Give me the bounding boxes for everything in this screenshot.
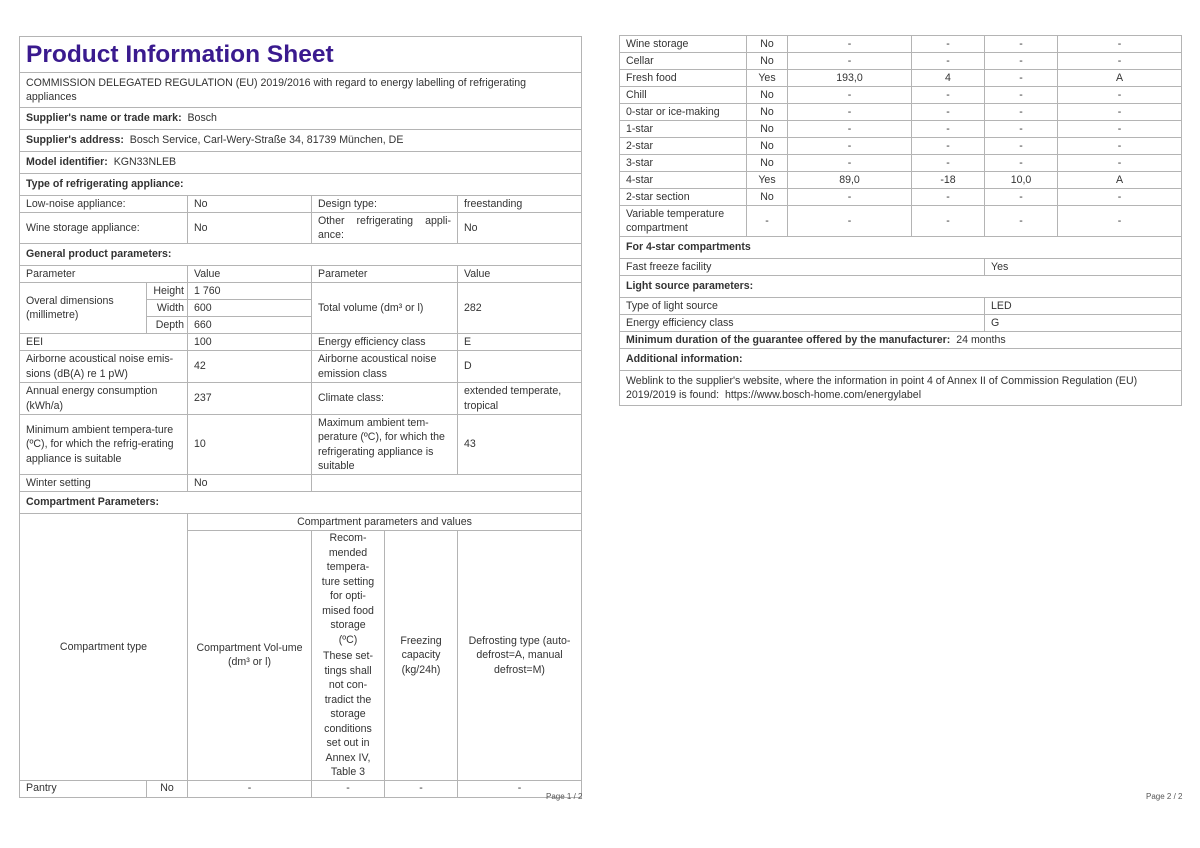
compartment-freezing: - bbox=[985, 70, 1058, 87]
light-type-label: Type of light source bbox=[620, 298, 985, 315]
light-heading: Light source parameters: bbox=[620, 276, 1182, 298]
compartment-type-label: Compartment type bbox=[20, 514, 188, 781]
table-row bbox=[620, 70, 1182, 87]
compartment-freezing: - bbox=[985, 155, 1058, 172]
compartment-volume: - bbox=[788, 36, 912, 53]
compartment-present: No bbox=[747, 121, 788, 138]
supplier-name: Bosch bbox=[187, 112, 217, 125]
compartment-volume: - bbox=[788, 87, 912, 104]
rec-temp-note: These set-tings shall not con-tradict the storage conditions set out in Annex IV, Table 3 bbox=[322, 650, 374, 778]
compartment-volume: - bbox=[788, 53, 912, 70]
compartment-temp: - bbox=[912, 53, 985, 70]
min-ambient-label: Minimum ambient tempera-ture (ºC), for which the refrig-erating appliance is suitable bbox=[20, 415, 188, 475]
pantry-present: No bbox=[147, 780, 188, 797]
compartment-temp: - bbox=[912, 104, 985, 121]
design-type-label: Design type: bbox=[312, 196, 458, 213]
table-row bbox=[620, 87, 1182, 104]
compartment-defrost: - bbox=[1058, 53, 1182, 70]
page-number-1: Page 1 / 2 bbox=[546, 792, 583, 801]
compartment-volume: - bbox=[788, 189, 912, 206]
depth-label: Depth bbox=[147, 317, 188, 334]
compartment-temp: - bbox=[912, 121, 985, 138]
max-ambient-label: Maximum ambient tem-perature (ºC), for which the refrigerating appliance is suitable bbox=[312, 415, 458, 475]
compartment-rows bbox=[620, 36, 1182, 206]
type-heading: Type of refrigerating appliance: bbox=[20, 174, 582, 196]
compartment-volume: - bbox=[788, 138, 912, 155]
compartment-defrost: - bbox=[1058, 155, 1182, 172]
supplier-name-row bbox=[20, 108, 582, 130]
pantry-volume: - bbox=[188, 780, 312, 797]
model-label: Model identifier: bbox=[26, 156, 108, 169]
pantry-defrost: - bbox=[458, 780, 582, 797]
compartment-name: 0-star or ice-making bbox=[620, 104, 747, 121]
total-volume-value: 282 bbox=[458, 283, 582, 334]
height-label: Height bbox=[147, 283, 188, 300]
compartment-present: Yes bbox=[747, 172, 788, 189]
compartment-name: Cellar bbox=[620, 53, 747, 70]
compartment-temp: - bbox=[912, 36, 985, 53]
four-star-heading: For 4-star compartments bbox=[620, 237, 1182, 259]
supplier-address: Bosch Service, Carl-Wery-Straße 34, 81739 München, DE bbox=[129, 134, 404, 147]
compartment-temp: - bbox=[912, 138, 985, 155]
compartment-defrost: - bbox=[1058, 104, 1182, 121]
fast-freeze-label: Fast freeze facility bbox=[620, 259, 985, 276]
compartment-temp: - bbox=[912, 155, 985, 172]
compartment-temp: - bbox=[912, 189, 985, 206]
compartment-defrost: - bbox=[1058, 36, 1182, 53]
compartment-present: No bbox=[747, 189, 788, 206]
compartment-freezing: - bbox=[985, 53, 1058, 70]
supplier-address-row bbox=[20, 130, 582, 152]
defrost-label: Defrosting type (auto-defrost=A, manual defrost=M) bbox=[458, 531, 582, 781]
pantry-freezing: - bbox=[385, 780, 458, 797]
other-appliance-value: No bbox=[458, 213, 582, 244]
height-value: 1 760 bbox=[188, 283, 312, 300]
light-type-value: LED bbox=[985, 298, 1182, 315]
min-ambient-value: 10 bbox=[188, 415, 312, 475]
compartment-freezing: - bbox=[985, 121, 1058, 138]
compartment-present: No bbox=[747, 36, 788, 53]
table-row bbox=[620, 104, 1182, 121]
compartment-heading: Compartment Parameters: bbox=[20, 492, 582, 514]
compartment-name: 2-star bbox=[620, 138, 747, 155]
fast-freeze-value: Yes bbox=[985, 259, 1182, 276]
additional-heading: Additional information: bbox=[620, 349, 1182, 371]
eei-value: 100 bbox=[188, 334, 312, 351]
col-parameter-2: Parameter bbox=[312, 266, 458, 283]
weblink-row bbox=[620, 371, 1182, 406]
comp-params-label: Compartment parameters and values bbox=[188, 514, 582, 531]
weblink-url[interactable]: https://www.bosch-home.com/energylabel bbox=[724, 389, 922, 401]
empty-cell bbox=[312, 475, 582, 492]
compartment-present: No bbox=[747, 104, 788, 121]
page1-table bbox=[19, 36, 582, 798]
compartment-present: Yes bbox=[747, 70, 788, 87]
winter-label: Winter setting bbox=[20, 475, 188, 492]
compartment-defrost: - bbox=[1058, 121, 1182, 138]
compartment-freezing: - bbox=[985, 104, 1058, 121]
dimensions-label: Overal dimensions (millimetre) bbox=[20, 283, 147, 334]
compartment-name: Chill bbox=[620, 87, 747, 104]
guarantee-value: 24 months bbox=[956, 333, 1006, 346]
wine-storage-label: Wine storage appliance: bbox=[20, 213, 188, 244]
supplier-name-label: Supplier's name or trade mark: bbox=[26, 112, 182, 125]
table-row bbox=[620, 121, 1182, 138]
compartment-volume: - bbox=[788, 121, 912, 138]
climate-label: Climate class: bbox=[312, 383, 458, 415]
eei-label: EEI bbox=[20, 334, 188, 351]
variable-volume: - bbox=[788, 206, 912, 237]
compartment-present: No bbox=[747, 87, 788, 104]
noise-class-label: Airborne acoustical noise emission class bbox=[312, 351, 458, 383]
rec-temp-cell bbox=[312, 531, 385, 781]
total-volume-label: Total volume (dm³ or l) bbox=[312, 283, 458, 334]
guarantee-row bbox=[620, 332, 1182, 349]
compartment-volume: 193,0 bbox=[788, 70, 912, 87]
design-type-value: freestanding bbox=[458, 196, 582, 213]
regulation-text: COMMISSION DELEGATED REGULATION (EU) 2019/2016 with regard to energy labelling of refrigerating appliances bbox=[20, 73, 582, 108]
light-class-label: Energy efficiency class bbox=[620, 315, 985, 332]
compartment-name: 3-star bbox=[620, 155, 747, 172]
rec-temp-label: Recom-mended tempera-ture setting for opti-mised food storage (ºC) bbox=[321, 532, 375, 646]
page2-table bbox=[619, 35, 1182, 406]
compartment-defrost: - bbox=[1058, 138, 1182, 155]
variable-present: - bbox=[747, 206, 788, 237]
compartment-name: 4-star bbox=[620, 172, 747, 189]
table-row bbox=[620, 172, 1182, 189]
table-row bbox=[620, 53, 1182, 70]
pantry-name: Pantry bbox=[20, 780, 147, 797]
compartment-freezing: - bbox=[985, 138, 1058, 155]
low-noise-label: Low-noise appliance: bbox=[20, 196, 188, 213]
table-row bbox=[620, 36, 1182, 53]
table-row bbox=[620, 206, 1182, 237]
compartment-present: No bbox=[747, 53, 788, 70]
weblink-text: Weblink to the supplier's website, where the information in point 4 of Annex II of Commission Regulation (EU) 2019/2019 is found: bbox=[626, 374, 1138, 401]
wine-storage-value: No bbox=[188, 213, 312, 244]
page-number-2: Page 2 / 2 bbox=[1146, 792, 1183, 801]
guarantee-label: Minimum duration of the guarantee offered by the manufacturer: bbox=[626, 333, 951, 346]
energy-class-label: Energy efficiency class bbox=[312, 334, 458, 351]
variable-name: Variable temperature compartment bbox=[620, 206, 747, 237]
compartment-defrost: - bbox=[1058, 189, 1182, 206]
noise-emissions-value: 42 bbox=[188, 351, 312, 383]
compartment-name: 2-star section bbox=[620, 189, 747, 206]
light-class-value: G bbox=[985, 315, 1182, 332]
energy-class-value: E bbox=[458, 334, 582, 351]
compartment-freezing: 10,0 bbox=[985, 172, 1058, 189]
width-value: 600 bbox=[188, 300, 312, 317]
noise-class-value: D bbox=[458, 351, 582, 383]
compartment-defrost: - bbox=[1058, 87, 1182, 104]
table-row bbox=[620, 155, 1182, 172]
compartment-freezing: - bbox=[985, 87, 1058, 104]
variable-defrost: - bbox=[1058, 206, 1182, 237]
noise-emissions-label: Airborne acoustical noise emis-sions (dB(A) re 1 pW) bbox=[20, 351, 188, 383]
model-identifier: KGN33NLEB bbox=[113, 156, 177, 169]
pantry-temp: - bbox=[312, 780, 385, 797]
annual-energy-value: 237 bbox=[188, 383, 312, 415]
variable-freezing: - bbox=[985, 206, 1058, 237]
table-row bbox=[620, 138, 1182, 155]
compartment-volume: 89,0 bbox=[788, 172, 912, 189]
freezing-label: Freezing capacity (kg/24h) bbox=[385, 531, 458, 781]
col-value-2: Value bbox=[458, 266, 582, 283]
compartment-volume: - bbox=[788, 104, 912, 121]
compartment-temp: - bbox=[912, 87, 985, 104]
page-title: Product Information Sheet bbox=[20, 37, 582, 73]
low-noise-value: No bbox=[188, 196, 312, 213]
variable-temp: - bbox=[912, 206, 985, 237]
general-heading: General product parameters: bbox=[20, 244, 582, 266]
compartment-temp: 4 bbox=[912, 70, 985, 87]
comp-volume-label: Compartment Vol-ume (dm³ or l) bbox=[188, 531, 312, 781]
col-parameter: Parameter bbox=[20, 266, 188, 283]
table-row bbox=[620, 189, 1182, 206]
max-ambient-value: 43 bbox=[458, 415, 582, 475]
table-row bbox=[20, 780, 582, 797]
compartment-freezing: - bbox=[985, 36, 1058, 53]
other-appliance-label: Other refrigerating appli-ance: bbox=[312, 213, 458, 244]
compartment-defrost: A bbox=[1058, 70, 1182, 87]
compartment-name: 1-star bbox=[620, 121, 747, 138]
col-value: Value bbox=[188, 266, 312, 283]
compartment-present: No bbox=[747, 155, 788, 172]
model-row bbox=[20, 152, 582, 174]
compartment-name: Fresh food bbox=[620, 70, 747, 87]
compartment-name: Wine storage bbox=[620, 36, 747, 53]
winter-value: No bbox=[188, 475, 312, 492]
compartment-volume: - bbox=[788, 155, 912, 172]
width-label: Width bbox=[147, 300, 188, 317]
compartment-present: No bbox=[747, 138, 788, 155]
climate-value: extended temperate, tropical bbox=[458, 383, 582, 415]
supplier-address-label: Supplier's address: bbox=[26, 134, 124, 147]
annual-energy-label: Annual energy consumption (kWh/a) bbox=[20, 383, 188, 415]
compartment-freezing: - bbox=[985, 189, 1058, 206]
compartment-temp: -18 bbox=[912, 172, 985, 189]
compartment-defrost: A bbox=[1058, 172, 1182, 189]
depth-value: 660 bbox=[188, 317, 312, 334]
